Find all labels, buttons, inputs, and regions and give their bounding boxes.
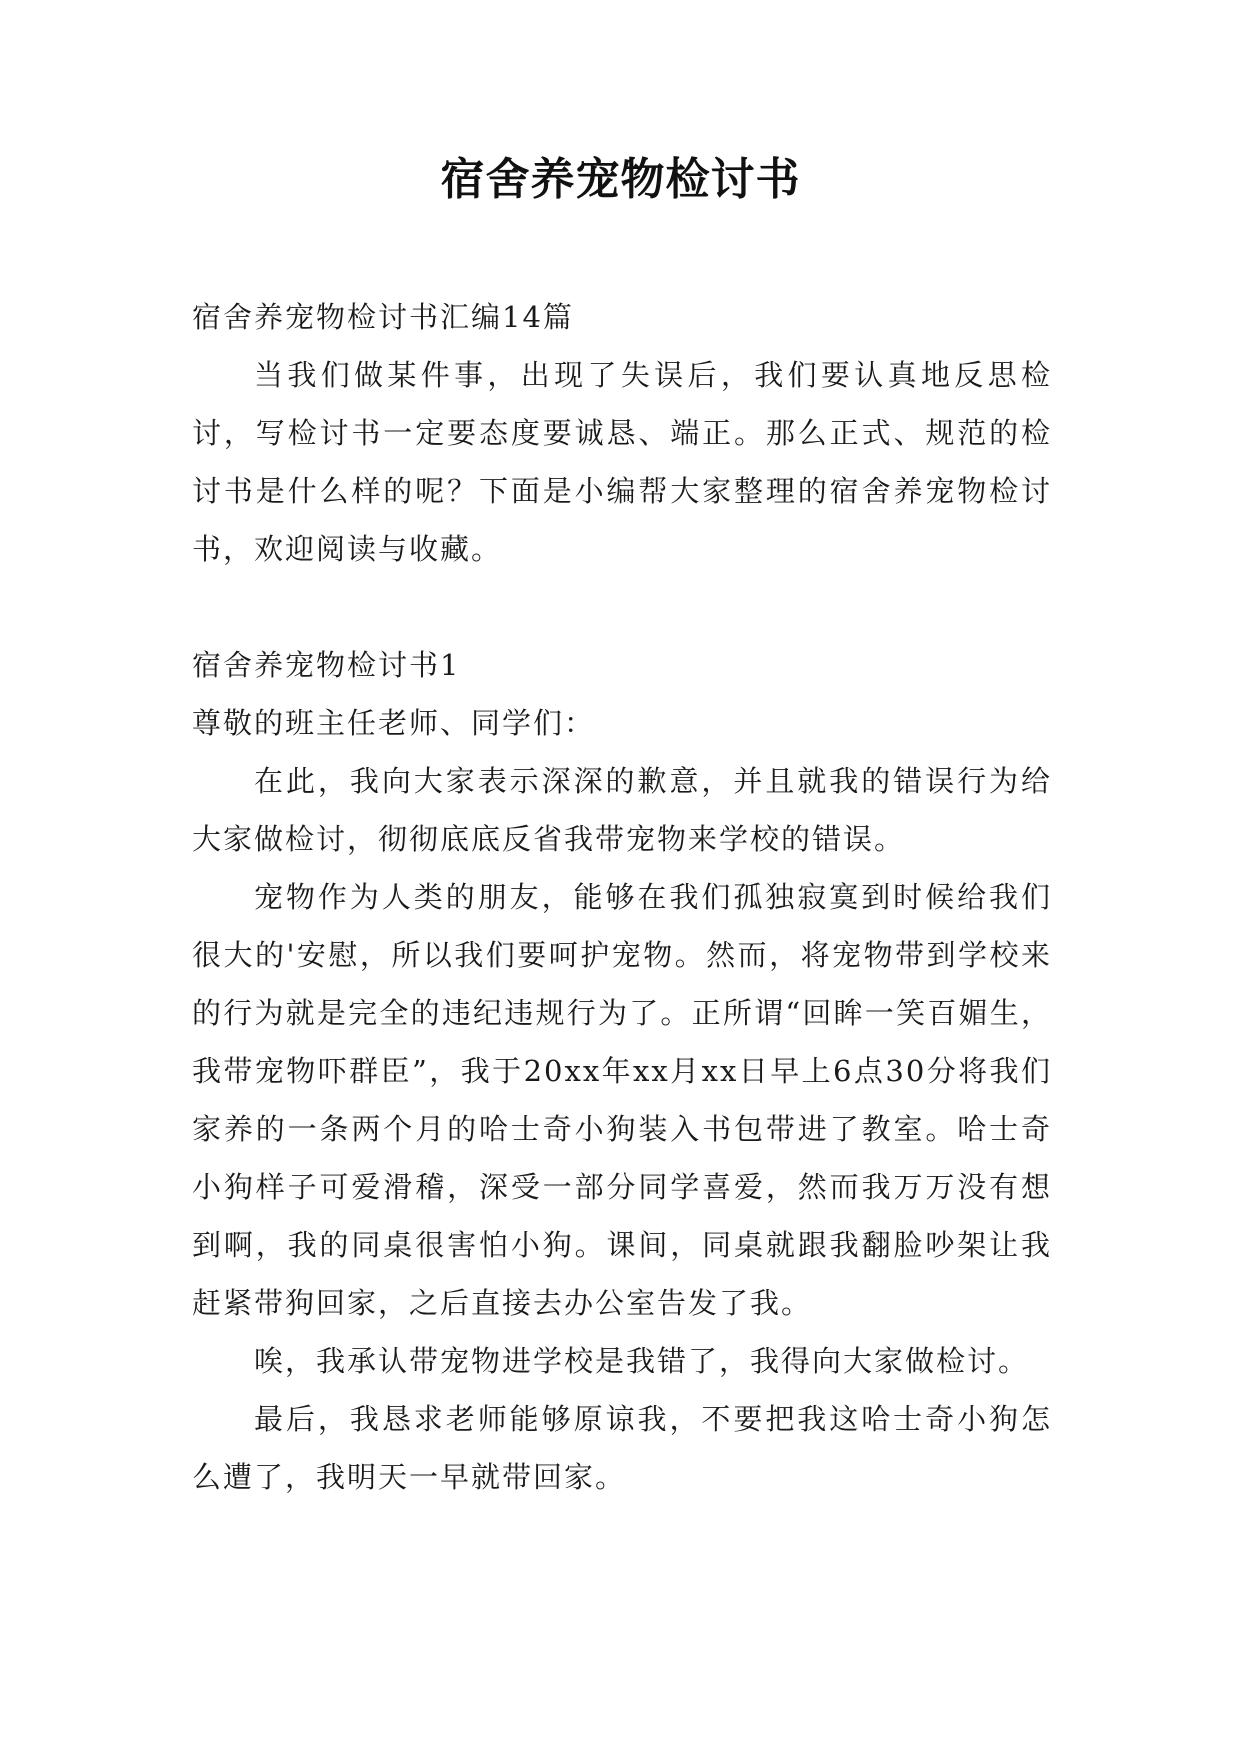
body-paragraph: 最后，我恳求老师能够原谅我，不要把我这哈士奇小狗怎么遭了，我明天一早就带回家。 [192,1402,1052,1494]
document-title: 宿舍养宠物检讨书 [440,154,801,205]
document-body [192,288,1052,1506]
intro-paragraph: 当我们做某件事，出现了失误后，我们要认真地反思检讨，写检讨书一定要态度要诚恳、端正。那么正式、规范的检讨书是什么样的呢？下面是小编帮大家整理的宿舍养宠物检讨书，欢迎阅读与收藏。 [192,358,1052,566]
section-spacer [192,578,1052,636]
section-heading: 宿舍养宠物检讨书1 [192,648,461,682]
body-paragraph: 唉，我承认带宠物进学校是我错了，我得向大家做检讨。 [254,1344,1030,1378]
body-paragraph: 宠物作为人类的朋友，能够在我们孤独寂寞到时候给我们很大的'安慰，所以我们要呵护宠物。然而，将宠物带到学校来的行为就是完全的违纪违规行为了。正所谓“回眸一笑百媚生，我带宠物吓群臣”，我于20xx年xx月xx日早上6点30分将我们家养的一条两个月的哈士奇小狗装入书包带进了教室。哈士奇小狗样子可爱滑稽，深受一部分同学喜爱，然而我万万没有想到啊，我的同桌很害怕小狗。课间，同桌就跟我翻脸吵架让我赶紧带狗回家，之后直接去办公室告发了我。 [192,880,1052,1320]
body-paragraph: 在此，我向大家表示深深的歉意，并且就我的错误行为给大家做检讨，彻彻底底反省我带宠物来学校的错误。 [192,764,1052,856]
collection-subtitle: 宿舍养宠物检讨书汇编14篇 [192,300,574,334]
salutation: 尊敬的班主任老师、同学们： [192,706,596,740]
